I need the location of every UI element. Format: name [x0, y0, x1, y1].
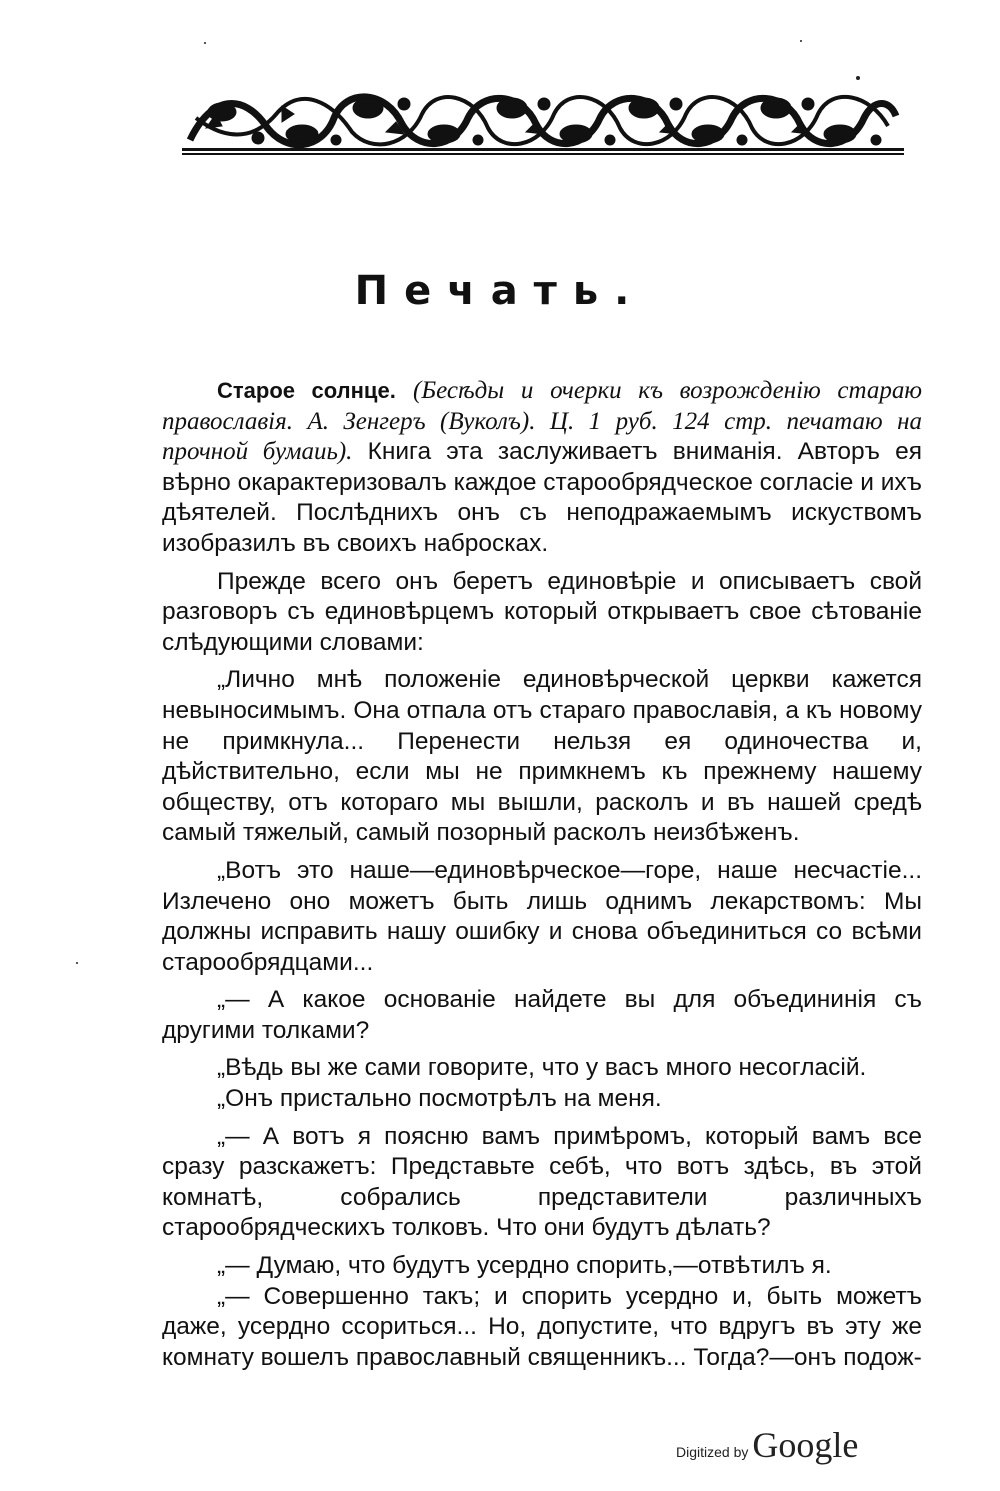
google-logo: Google: [752, 1425, 859, 1465]
digitized-prefix: Digitized by: [676, 1444, 749, 1460]
review-text: Книга эта заслуживаетъ вниманія. Авторъ ея вѣрно окарактеризовалъ каждое старообрядческое согласіе и ихъ дѣятелей. Послѣднихъ онъ съ неподражаемымъ искуствомъ изобразилъ въ своихъ набросках.: [162, 438, 923, 557]
page-title: Печать.: [354, 268, 646, 314]
paragraph: „— А какое основаніе найдете вы для объедининія съ другими толками?: [162, 986, 922, 1044]
paragraph: „— Думаю, что будутъ усердно спорить,—отвѣтилъ я.: [217, 1252, 832, 1280]
print-speck: [856, 76, 860, 80]
decorative-header-ornament: [182, 88, 904, 156]
paragraph: „Вотъ это наше—единовѣрческое—горе, наше несчастіе... Излечено оно можетъ быть лишь однимъ лекарствомъ: Мы должны исправить нашу ошибку и снова объединиться со всѣми старообрядцами...: [162, 856, 922, 976]
paragraph-review: [162, 376, 922, 560]
print-speck: [76, 962, 78, 964]
review-book-details: (Бесѣды и очерки къ возрожденію стараю православія. А. Зенгеръ (Вуколъ). Ц. 1 руб. 124 стр. печатаю на прочной бумаиь).: [162, 377, 922, 466]
digitized-by-watermark: [676, 1424, 858, 1466]
paragraph: „Онъ пристально посмотрѣлъ на меня.: [217, 1085, 662, 1113]
article-body: [162, 376, 922, 1373]
paragraph: Прежде всего онъ беретъ единовѣріе и описываетъ свой разговоръ съ единовѣрцемъ который открываетъ свое сѣтованіе слѣдующими словами:: [162, 567, 922, 656]
print-speck: [204, 42, 206, 44]
print-speck: [800, 40, 802, 42]
paragraph: „Лично мнѣ положеніе единовѣрческой церкви кажется невыносимымъ. Она отпала отъ стараго православія, а къ новому не примкнула... Перенести нельзя ея одиночества и, дѣйствительно, если мы не примкнемъ къ прежнему нашему обществу, отъ котораго мы вышли, расколъ и въ нашей средѣ самый тяжелый, самый позорный расколъ неизбѣженъ.: [162, 666, 922, 847]
paragraph: „Вѣдь вы же сами говорите, что у васъ много несогласій.: [217, 1054, 867, 1082]
review-book-title: Старое солнце.: [217, 378, 396, 403]
paragraph: „— А вотъ я поясню вамъ примѣромъ, который вамъ все сразу разскажетъ: Представьте себѣ, что вотъ здѣсь, въ этой комнатѣ, собрались представители различныхъ старообрядческихъ толковъ. Что они будутъ дѣлать?: [162, 1122, 922, 1242]
paragraph: „— Совершенно такъ; и спорить усердно и, быть можетъ даже, усердно ссориться... Но, допустите, что вдругъ въ эту же комнату вошелъ православный священникъ... Тогда?—онъ подож-: [162, 1282, 922, 1371]
